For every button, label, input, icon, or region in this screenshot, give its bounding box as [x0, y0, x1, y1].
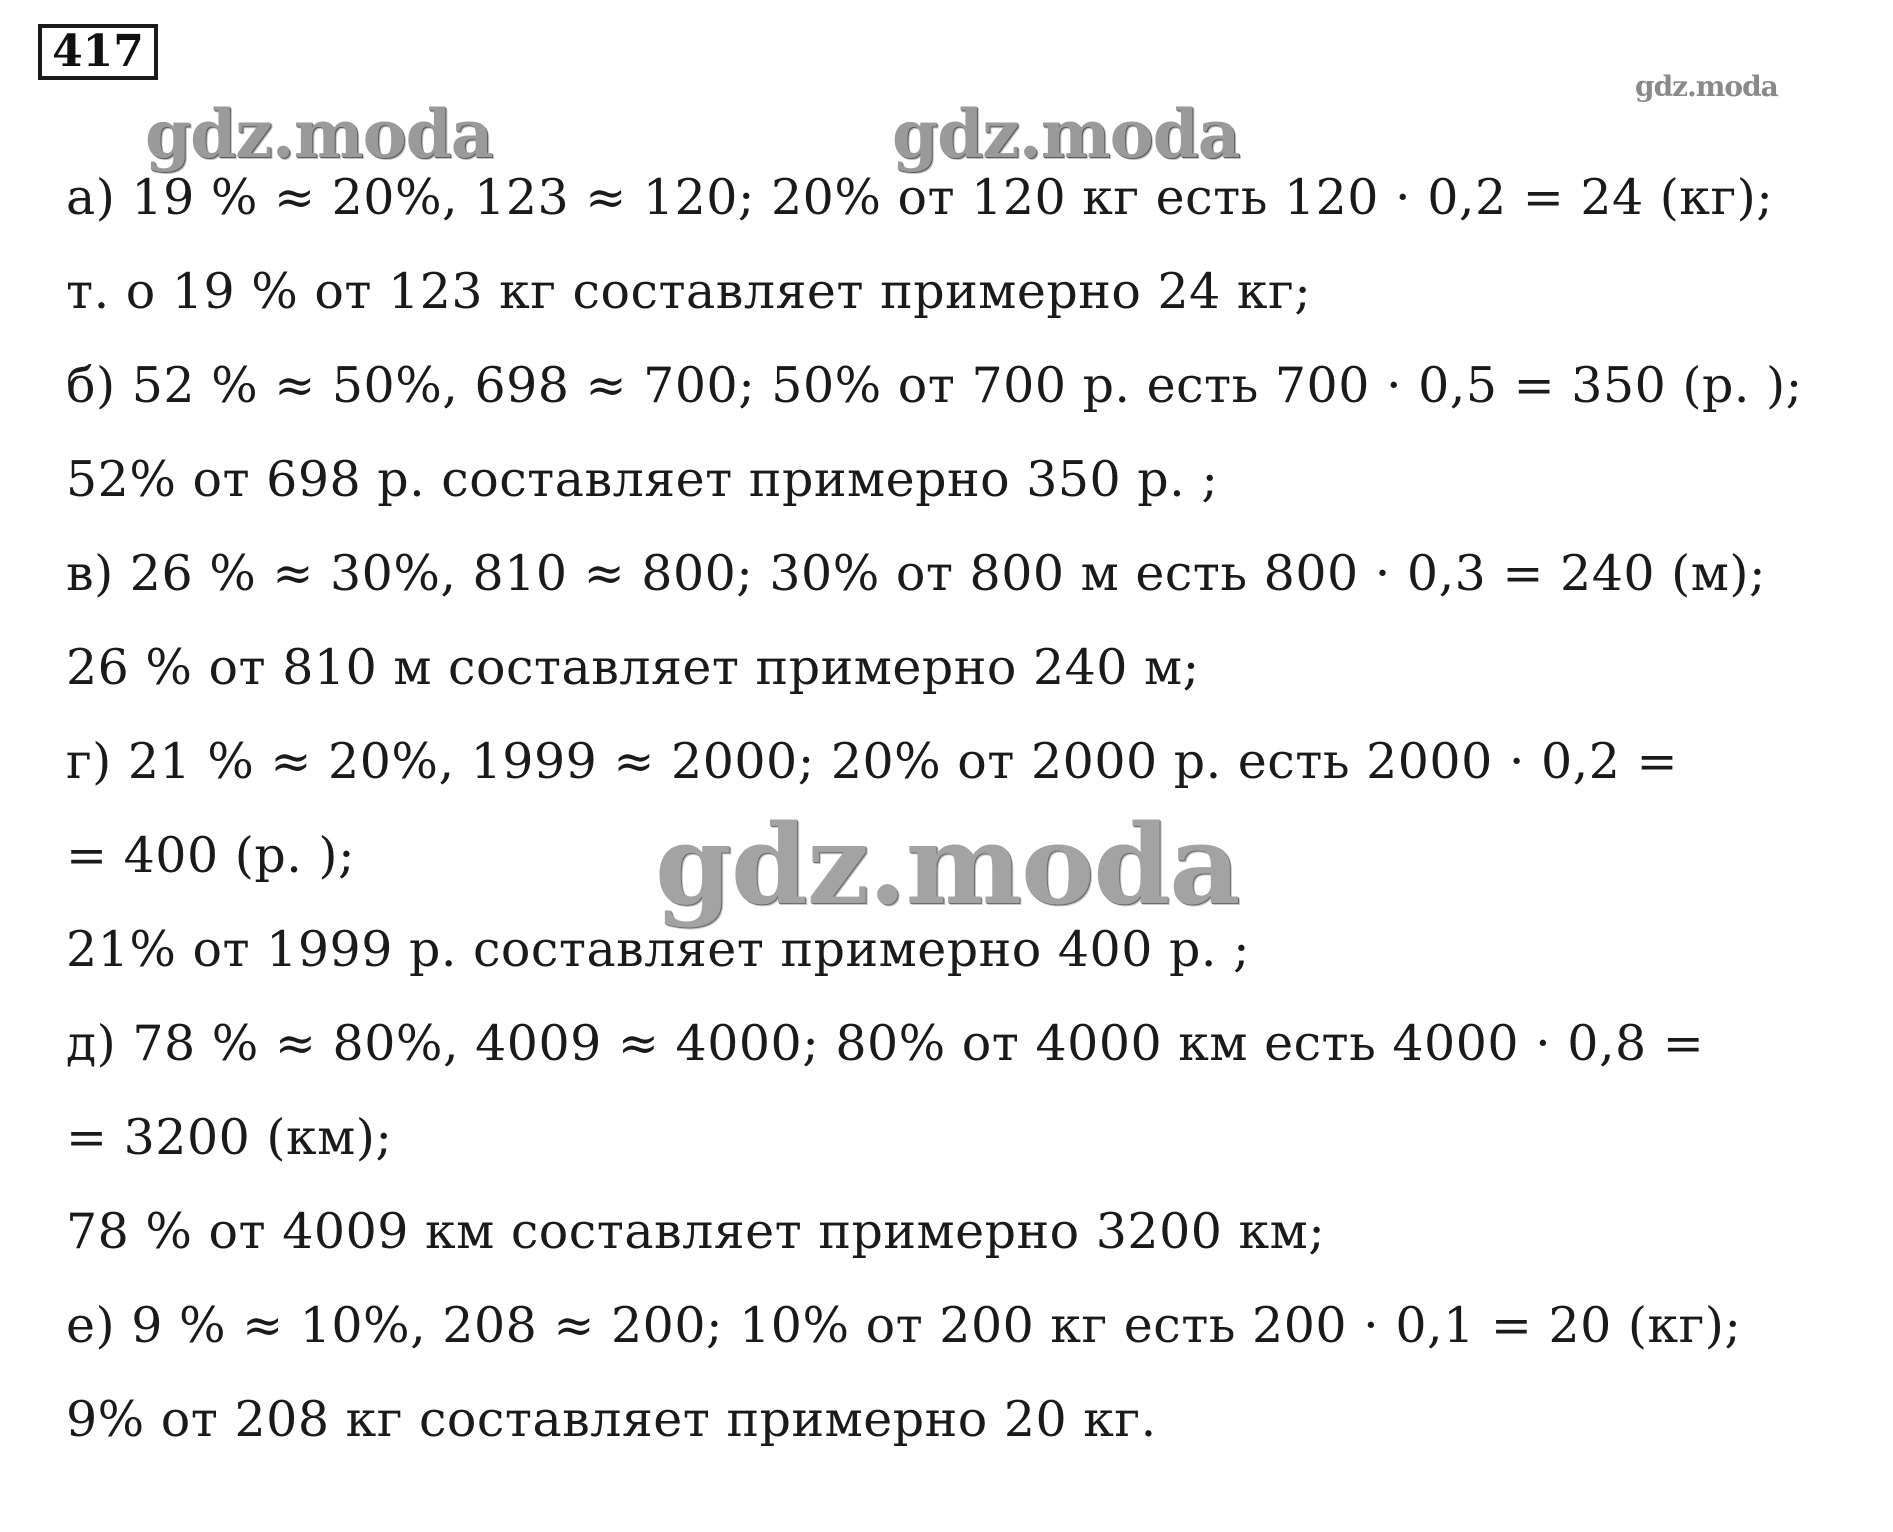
solution-line-e: е) 9 % ≈ 10%, 208 ≈ 200; 10% от 200 кг есть 200 · 0,1 = 20 (кг);	[66, 1297, 1742, 1354]
solution-line-g-continued: = 400 (р. );	[66, 827, 355, 884]
solution-line-b-conclusion: 52% от 698 р. составляет примерно 350 р. ;	[66, 451, 1219, 508]
solution-line-v: в) 26 % ≈ 30%, 810 ≈ 800; 30% от 800 м есть 800 · 0,3 = 240 (м);	[66, 545, 1766, 602]
solution-line-d-continued: = 3200 (км);	[66, 1109, 393, 1166]
solution-line-a: а) 19 % ≈ 20%, 123 ≈ 120; 20% от 120 кг есть 120 · 0,2 = 24 (кг);	[66, 169, 1774, 226]
solution-line-a-conclusion: т. о 19 % от 123 кг составляет примерно 24 кг;	[66, 263, 1312, 320]
solution-line-g: г) 21 % ≈ 20%, 1999 ≈ 2000; 20% от 2000 р. есть 2000 · 0,2 =	[66, 733, 1679, 790]
watermark-small: gdz.moda	[1635, 70, 1778, 103]
solution-line-d-conclusion: 78 % от 4009 км составляет примерно 3200 км;	[66, 1203, 1326, 1260]
solution-line-d: д) 78 % ≈ 80%, 4009 ≈ 4000; 80% от 4000 км есть 4000 · 0,8 =	[66, 1015, 1705, 1072]
problem-number-box: 417	[38, 24, 158, 80]
watermark-top-left: gdz.moda	[145, 95, 493, 173]
solution-line-g-conclusion: 21% от 1999 р. составляет примерно 400 р. ;	[66, 921, 1251, 978]
solution-line-v-conclusion: 26 % от 810 м составляет примерно 240 м;	[66, 639, 1200, 696]
watermark-top-center: gdz.moda	[892, 95, 1240, 173]
solution-line-b: б) 52 % ≈ 50%, 698 ≈ 700; 50% от 700 р. есть 700 · 0,5 = 350 (р. );	[66, 357, 1803, 414]
watermark-center: gdz.moda	[655, 800, 1240, 929]
solution-line-e-conclusion: 9% от 208 кг составляет примерно 20 кг.	[66, 1391, 1157, 1448]
